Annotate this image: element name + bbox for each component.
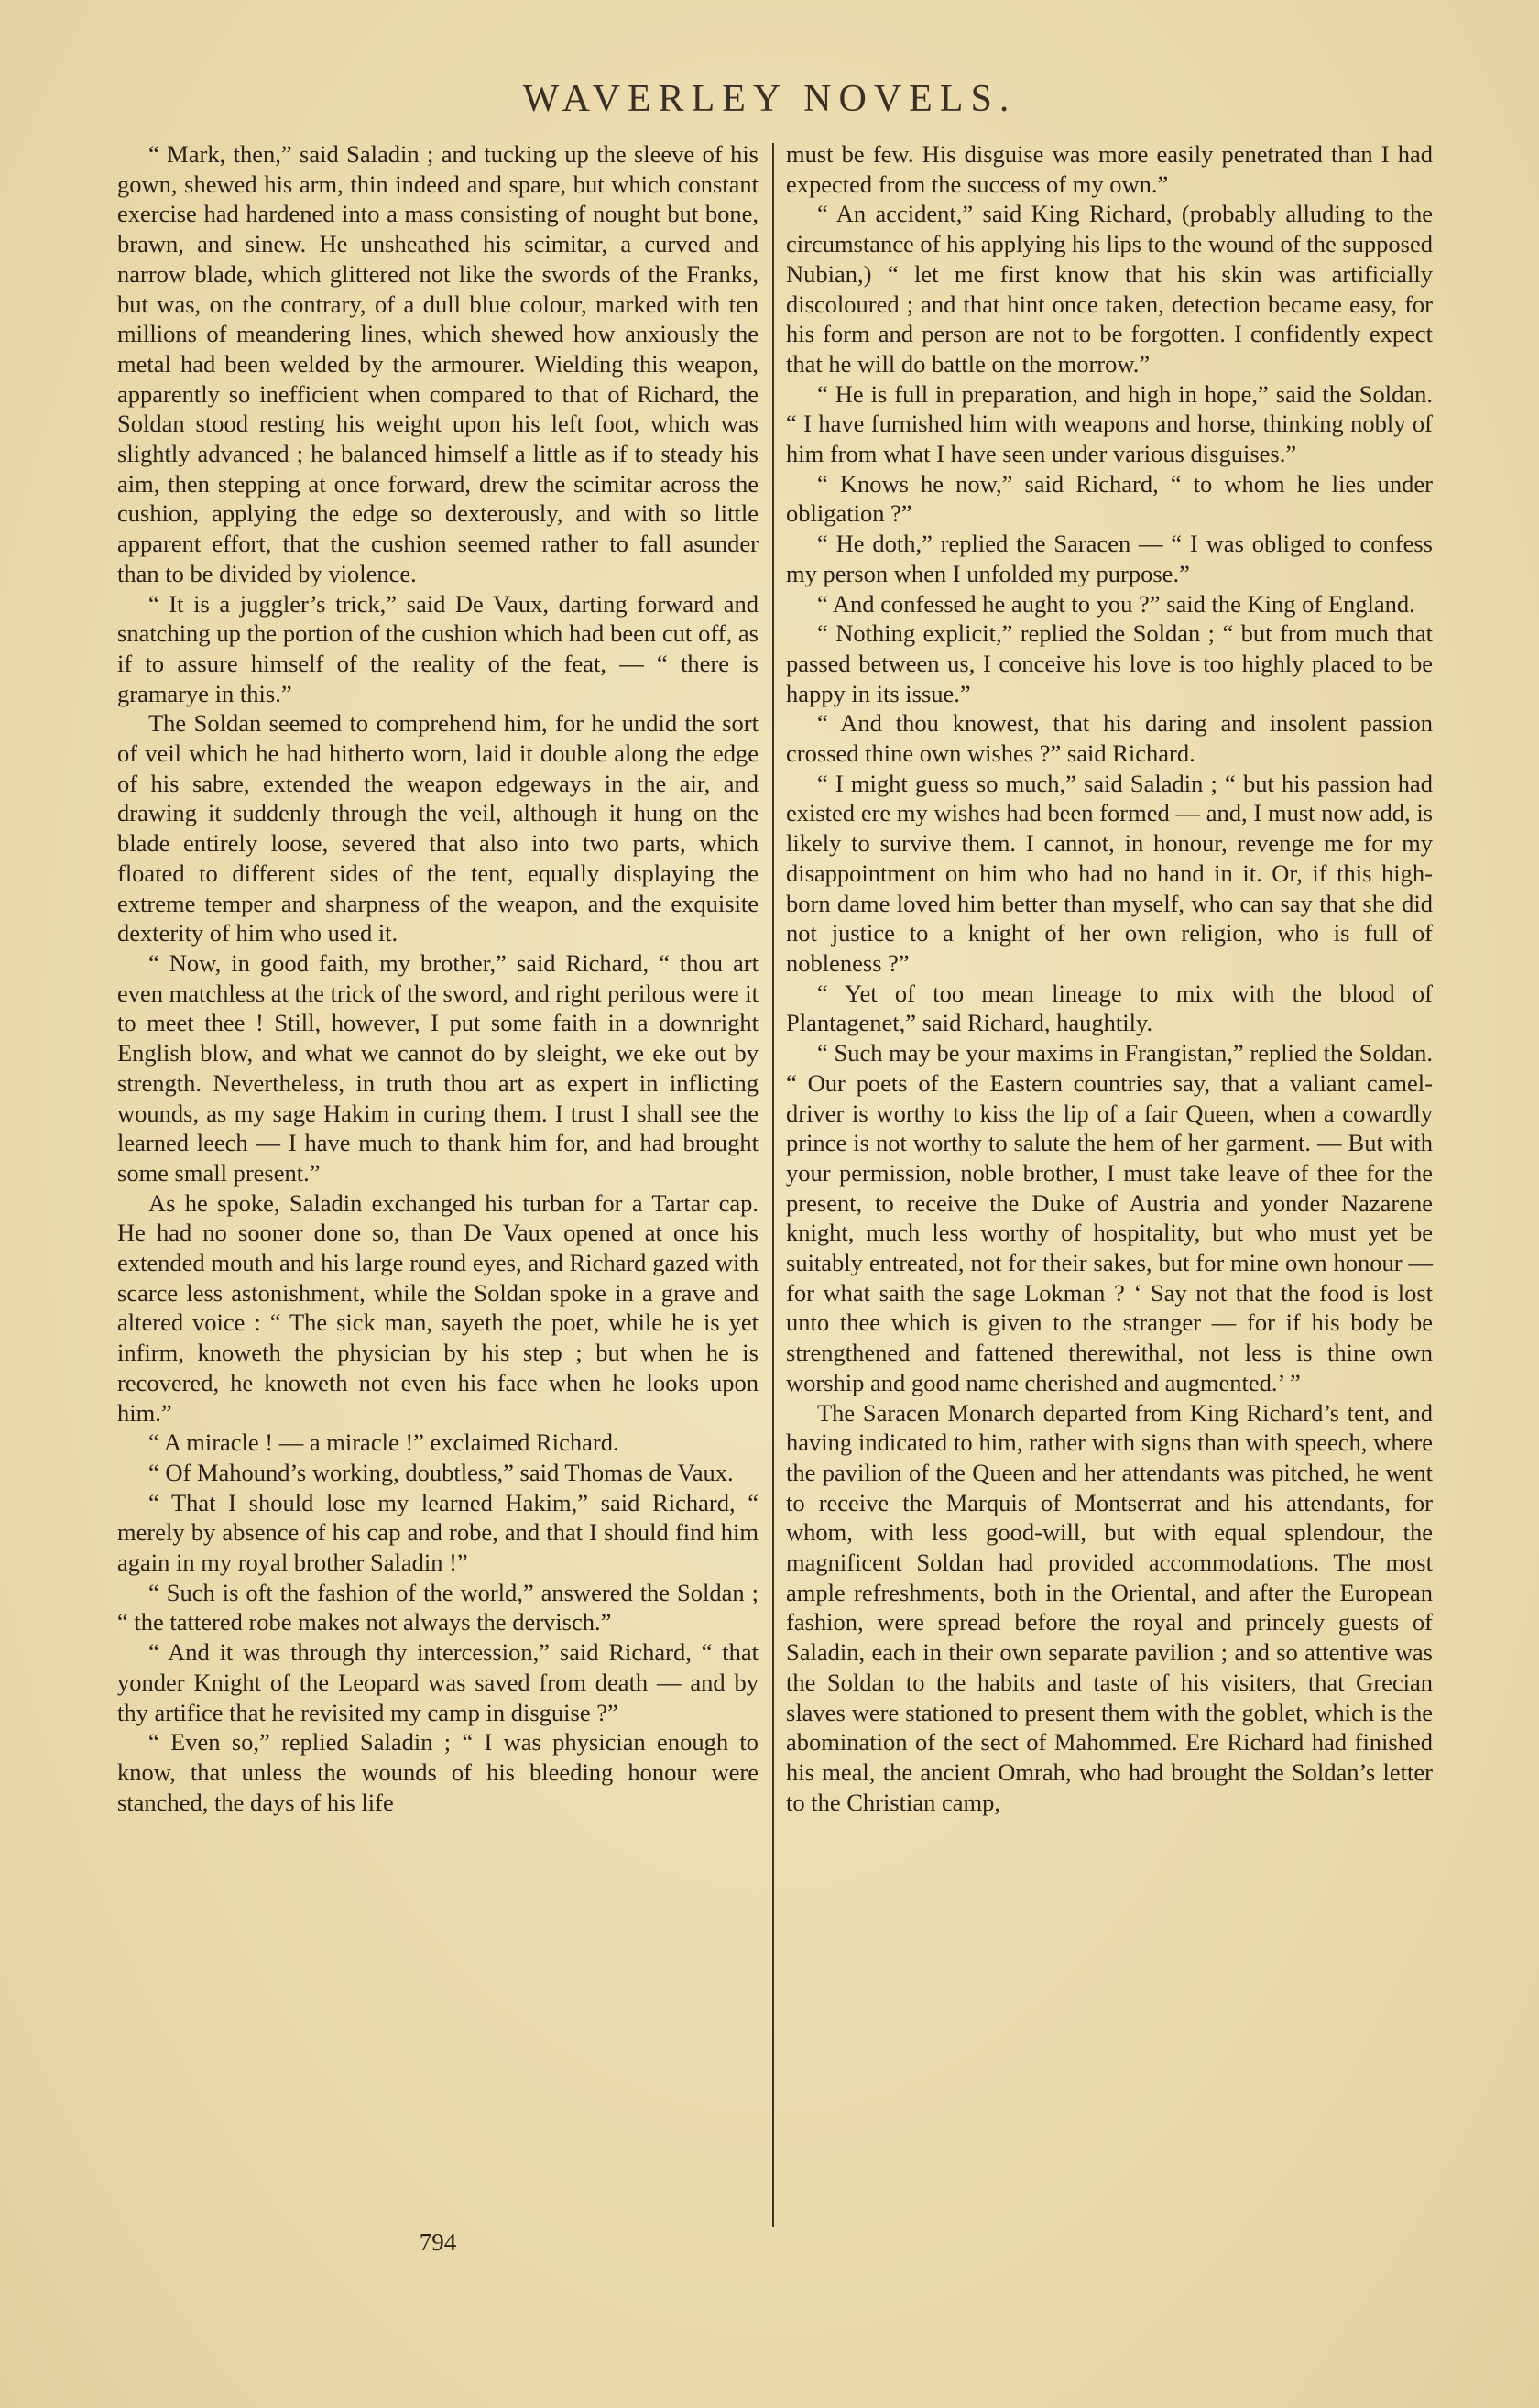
paragraph: “ That I should lose my learned Hakim,” said Richard, “ merely by absence of his cap and robe, and that I should find him again in my royal brother Saladin !” (117, 1488, 759, 1577)
paragraph: “ Knows he now,” said Richard, “ to whom he lies under obligation ?” (786, 469, 1433, 528)
paragraph: “ Even so,” replied Saladin ; “ I was physician enough to know, that unless the wounds of his bleeding honour were stanched, the days of his life (117, 1728, 759, 1816)
running-header: WAVERLEY NOVELS. (522, 78, 1017, 120)
column-divider (772, 143, 774, 2227)
paragraph: “ It is a juggler’s trick,” said De Vaux, darting forward and snatching up the portion of the cushion which had been cut off, as if to assure himself of the reality of the feat, — “ there is gramarye in this.” (117, 589, 759, 707)
right-column (786, 139, 1433, 1817)
paragraph: “ Of Mahound’s working, doubtless,” said Thomas de Vaux. (148, 1458, 734, 1486)
paragraph: “ He is full in preparation, and high in hope,” said the Soldan. “ I have furnished him with weapons and horse, thinking nobly of him from what I have seen under various disguises.” (786, 379, 1433, 468)
paragraph: “ Yet of too mean lineage to mix with the blood of Plantagenet,” said Richard, haughtily. (786, 979, 1433, 1037)
paragraph: As he spoke, Saladin exchanged his turban for a Tartar cap. He had no sooner done so, than De Vaux opened at once his extended mouth and his large round eyes, and Richard gazed with scarce less astonishment, while the Soldan spoke in a grave and altered voice : “ The sick man, sayeth the poet, while he is yet infirm, knoweth the physician by his step ; but when he is recovered, he knoweth not even his face when he looks upon him.” (117, 1188, 759, 1427)
paragraph: “ He doth,” replied the Saracen — “ I was obliged to confess my person when I unfolded my purpose.” (786, 530, 1433, 587)
paragraph: “ Such is oft the fashion of the world,” answered the Soldan ; “ the tattered robe makes not always the dervisch.” (117, 1578, 759, 1636)
paragraph: “ A miracle ! — a miracle !” exclaimed Richard. (148, 1428, 619, 1457)
paragraph-continuation: must be few. His disguise was more easily penetrated than I had expected from the success of my own.” (786, 140, 1433, 198)
paragraph: “ Mark, then,” said Saladin ; and tucking up the sleeve of his gown, shewed his arm, thin indeed and spare, but which constant exercise had hardened into a mass consisting of nought but bone, brawn, and sinew. He unsheathed his scimitar, a curved and narrow blade, which glittered not like the swords of the Franks, but was, on the contrary, of a dull blue colour, marked with ten millions of meandering lines, which shewed how anxiously the metal had been welded by the armourer. Wielding this weapon, apparently so inefficient when compared to that of Richard, the Soldan stood resting his weight upon his left foot, which was slightly advanced ; he balanced himself a little as if to steady his aim, then stepping at once forward, drew the scimitar across the cushion, applying the edge so dexterously, and with so little apparent effort, that the cushion seemed rather to fall asunder than to be divided by violence. (117, 140, 759, 587)
paragraph: “ Such may be your maxims in Frangistan,” replied the Soldan. “ Our poets of the Eastern countries say, that a valiant camel-driver is worthy to kiss the lip of a fair Queen, when a cowardly prince is not worthy to salute the hem of her garment. — But with your permission, noble brother, I must take leave of thee for the present, to receive the Duke of Austria and yonder Nazarene knight, much less worthy of hospitality, but who must yet be suitably entreated, not for their sakes, but for mine own honour — for what saith the sage Lokman ? ‘ Say not that the food is lost unto thee which is given to the stranger — for if his body be strengthened and fattened therewithal, not less is thine own worship and good name cherished and augmented.’ ” (786, 1039, 1433, 1396)
paragraph: The Soldan seemed to comprehend him, for he undid the sort of veil which he had hitherto worn, laid it double along the edge of his sabre, extended the weapon edgeways in the air, and drawing it suddenly through the veil, although it hung on the blade entirely loose, severed that also into two parts, which floated to different sides of the tent, equally displaying the extreme temper and sharpness of the weapon, and the exquisite dexterity of him who used it. (117, 709, 759, 947)
paragraph: “ I might guess so much,” said Saladin ; “ but his passion had existed ere my wishes had been formed — and, I must now add, is likely to survive them. I cannot, in honour, revenge me for my disappointment on him who had no hand in it. Or, if this high-born dame loved him better than myself, who can say that she did not justice to a knight of her own religion, who is full of nobleness ?” (786, 769, 1433, 977)
left-column (117, 139, 759, 1817)
paragraph: “ Nothing explicit,” replied the Soldan ; “ but from much that passed between us, I conceive his love is too highly placed to be happy in its issue.” (786, 619, 1433, 707)
paragraph: “ Now, in good faith, my brother,” said Richard, “ thou art even matchless at the trick of the sword, and right perilous were it to meet thee ! Still, however, I put some faith in a downright English blow, and what we cannot do by sleight, we eke out by strength. Nevertheless, in truth thou art as expert in inflicting wounds, as my sage Hakim in curing them. I trust I shall see the learned leech — I have much to thank him for, and had brought some small present.” (117, 948, 759, 1187)
paragraph: “ An accident,” said King Richard, (probably alluding to the circumstance of his applying his lips to the wound of the supposed Nubian,) “ let me first know that his skin was artificially discoloured ; and that hint once taken, detection became easy, for his form and person are not to be forgotten. I confidently expect that he will do battle on the morrow.” (786, 200, 1433, 378)
page-number: 794 (419, 2228, 457, 2256)
paragraph: “ And it was through thy intercession,” said Richard, “ that yonder Knight of the Leopard was saved from death — and by thy artifice that he revisited my camp in disguise ?” (117, 1638, 759, 1726)
paragraph: The Saracen Monarch departed from King Richard’s tent, and having indicated to him, rather with signs than with speech, where the pavilion of the Queen and her attendants was pitched, he went to receive the Marquis of Montserrat and his attendants, for whom, with less good-will, but with equal splendour, the magnificent Soldan had provided accommodations. The most ample refreshments, both in the Oriental, and after the European fashion, were spread before the royal and princely guests of Saladin, each in their own separate pavilion ; and so attentive was the Soldan to the habits and taste of his visiters, that Grecian slaves were stationed to present them with the goblet, which is the abomination of the sect of Mahommed. Ere Richard had finished his meal, the ancient Omrah, who had brought the Soldan’s letter to the Christian camp, (786, 1398, 1433, 1816)
paragraph: “ And thou knowest, that his daring and insolent passion crossed thine own wishes ?” said Richard. (786, 709, 1433, 768)
paragraph: “ And confessed he aught to you ?” said the King of England. (817, 589, 1415, 618)
